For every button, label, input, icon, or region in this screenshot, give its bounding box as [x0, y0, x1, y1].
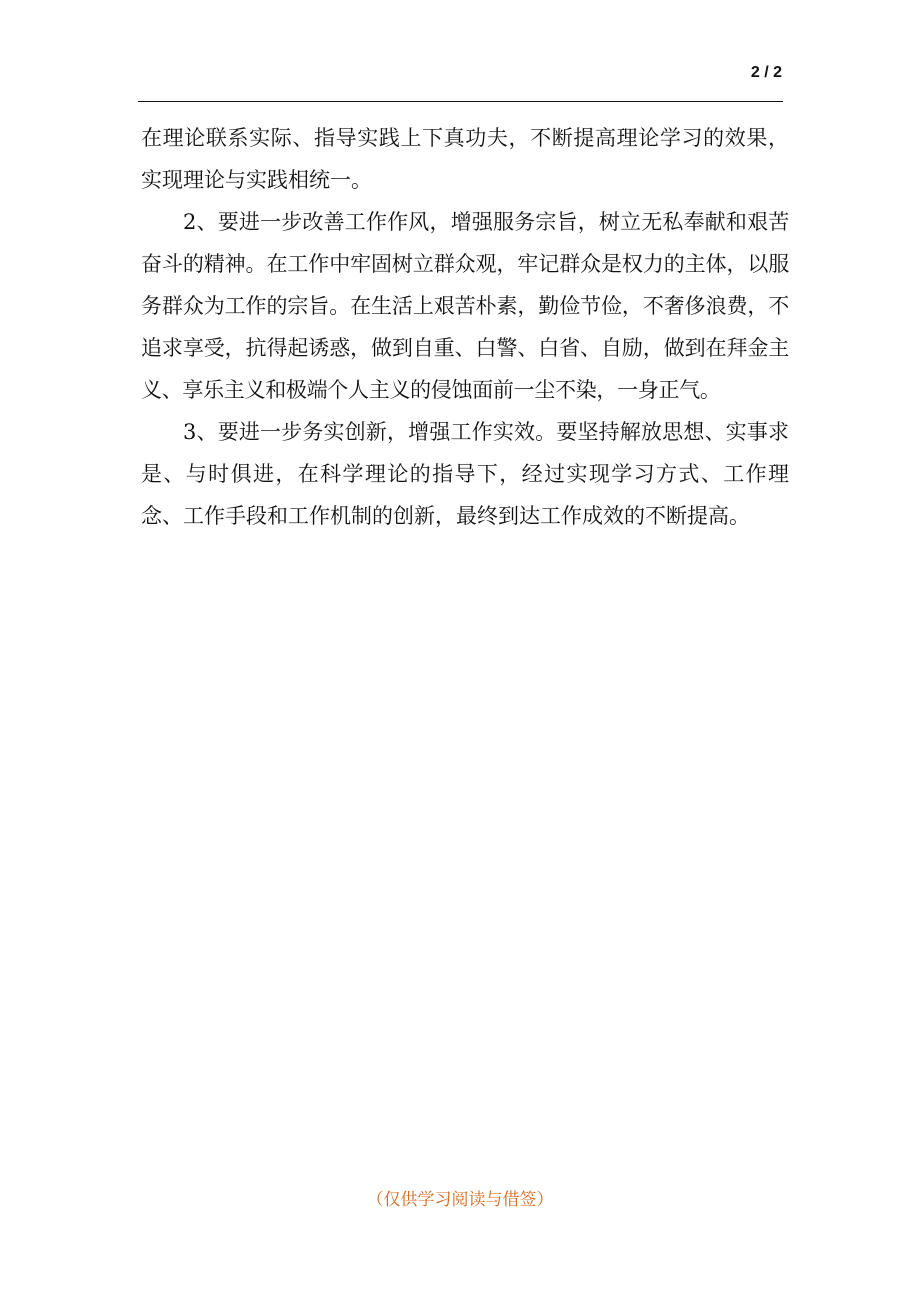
page-number: 2 / 2: [750, 64, 782, 81]
paragraph-continuation: 在理论联系实际、指导实践上下真功夫，不断提高理论学习的效果，实现理论与实践相统一。: [141, 126, 789, 192]
paragraph-item-2: 2、要进一步改善工作作风，增强服务宗旨，树立无私奉献和艰苦奋斗的精神。在工作中牢固树立群众观，牢记群众是权力的主体，以服务群众为工作的宗旨。在生活上艰苦朴素，勤俭节俭，不奢侈浪费，不追求享受，抗得起诱惑，做到自重、白警、白省、自励，做到在拜金主义、享乐主义和极端个人主义的侵蚀面前一尘不染，一身正气。: [141, 210, 789, 402]
document-body: [141, 117, 789, 537]
header-rule: [138, 101, 783, 102]
paragraph-item-3: 3、要进一步务实创新，增强工作实效。要坚持解放思想、实事求是、与时俱进，在科学理论的指导下，经过实现学习方式、工作理念、工作手段和工作机制的创新，最终到达工作成效的不断提高。: [141, 420, 789, 528]
footer-note: （仅供学习阅读与借签）: [366, 1190, 554, 1210]
